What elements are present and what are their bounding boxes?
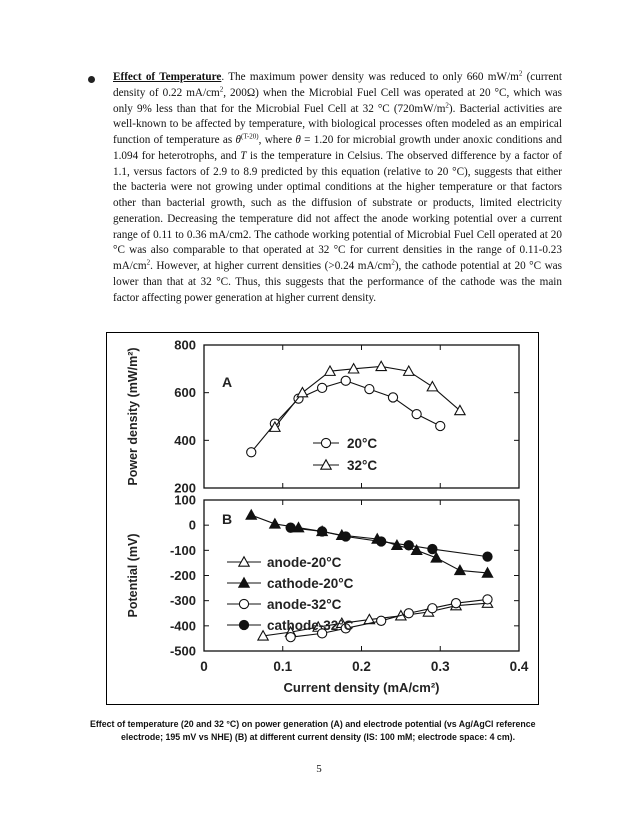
y-tick-label: 100: [174, 492, 196, 508]
caption-line-2: electrode; 195 mV vs NHE) (B) at different current density (IS: 100 mM; electrode space: 4 cm).: [121, 732, 516, 742]
legend-label: anode-32°C: [267, 597, 342, 612]
data-point: [270, 519, 280, 528]
data-point: [376, 361, 386, 370]
panel-label: B: [222, 511, 233, 527]
data-point: [341, 376, 350, 385]
y-axis-label: Potential (mV): [126, 533, 140, 618]
data-point: [412, 410, 421, 419]
data-point: [318, 383, 327, 392]
y-tick-label: 600: [174, 385, 196, 401]
x-tick-label: 0.1: [273, 659, 293, 674]
section-heading: Effect of Temperature: [113, 71, 222, 83]
legend-label: cathode-32°C: [267, 618, 354, 633]
y-tick-label: 800: [174, 337, 196, 353]
superscript: 2: [219, 85, 224, 94]
data-point: [286, 633, 295, 642]
caption-line-1: Effect of temperature (20 and 32 °C) on power generation (A) and electrode potential (vs Ag/AgCl reference: [90, 719, 536, 729]
y-tick-label: -100: [169, 542, 196, 558]
figure-caption: [90, 718, 560, 744]
data-point: [483, 552, 492, 561]
text-run: . However, at higher current densities (>0.24 mA/cm: [150, 260, 392, 272]
data-point: [404, 541, 413, 550]
data-point: [436, 421, 445, 430]
legend-label: anode-20°C: [267, 555, 342, 570]
data-point: [365, 384, 374, 393]
x-tick-label: 0: [200, 659, 208, 674]
data-point: [297, 387, 307, 396]
legend-marker: [239, 599, 248, 608]
panel-b-frame: [204, 500, 519, 651]
y-tick-label: -500: [169, 643, 196, 659]
data-point: [377, 616, 386, 625]
legend-label: 20°C: [347, 436, 378, 451]
y-axis-label: Power density (mW/m²): [126, 347, 140, 486]
text-run: ), the cathode potential at 20 °C was lower than that at 32 °C. Thus, this suggests that the performance of the cathode was the main factor affecting power generation at higher current density.: [113, 260, 562, 304]
text-run: , where: [258, 134, 296, 146]
legend-marker: [239, 620, 248, 629]
x-tick-label: 0.4: [509, 659, 529, 674]
data-point: [341, 532, 350, 541]
figure: [106, 332, 539, 705]
data-point: [428, 544, 437, 553]
page-number: 5: [316, 763, 322, 775]
y-tick-label: 0: [188, 517, 196, 533]
bullet-point: [88, 76, 95, 83]
data-point: [455, 565, 465, 574]
text-run: , 200Ω) when the Microbial Fuel Cell was operated at 20 °C, which was only 9% less than that for the Microbial Fuel Cell at 32 °C (720mW/m: [113, 86, 563, 115]
data-point: [388, 393, 397, 402]
text-run: ). Bacterial activities are well-known to be affected by temperature, with biological processes often modeled as an empirical function of temperature as: [113, 102, 562, 146]
superscript: 2: [146, 258, 151, 267]
temperature-variable: T: [240, 149, 247, 162]
text-run: = 1.20 for microbial growth under anoxic conditions and 1.094 for heterotrophs, and: [113, 134, 562, 162]
legend-marker: [321, 438, 330, 447]
body-paragraph: [113, 70, 562, 306]
text-run: (current density of 0.22 mA/cm: [113, 71, 562, 99]
data-point: [286, 523, 295, 532]
legend-label: cathode-20°C: [267, 576, 354, 591]
y-tick-label: -300: [169, 593, 196, 609]
x-axis-label: Current density (mA/cm²): [283, 680, 440, 695]
figure-chart: [107, 333, 538, 704]
superscript: 2: [391, 258, 395, 267]
superscript: (T-20): [241, 132, 259, 141]
data-point: [377, 537, 386, 546]
data-point: [483, 595, 492, 604]
theta-symbol: θ: [235, 134, 241, 146]
series-line: [251, 381, 440, 453]
data-point: [246, 510, 256, 519]
data-point: [247, 448, 256, 457]
superscript: 2: [518, 69, 523, 78]
data-point: [427, 382, 437, 391]
text-run: . The maximum power density was reduced to only 660 mW/m: [221, 71, 519, 83]
y-tick-label: -400: [169, 618, 196, 634]
y-tick-label: -200: [169, 568, 196, 583]
legend-label: 32°C: [347, 458, 378, 473]
panel-label: A: [222, 374, 233, 390]
text-run: is the temperature in Celsius. The observed difference by a factor of 1.1, versus factors of 2.9 to 8.9 predicted by this equation (relative to 20 °C), suggests that either the bacteria were not growing under optimal conditions at the higher temperature or that factors other than bacterial growth, such as the diffusion of substrate or products, limited electricity generation. Decreasing the temperature did not affect the anode working potential over a current range of 0.11 to 0.36 mA/cm2. The cathode working potential of Microbial Fuel Cell operated at 20 °C was also comparable to that operated at 32 °C for current densities in the range of 0.11-0.23 mA/cm: [113, 149, 562, 272]
data-point: [392, 540, 402, 549]
superscript: 2: [445, 100, 449, 109]
y-tick-label: 200: [174, 480, 196, 496]
data-point: [318, 527, 327, 536]
theta-symbol: θ: [295, 134, 301, 146]
x-tick-label: 0.2: [352, 659, 371, 674]
data-point: [428, 604, 437, 613]
data-point: [404, 609, 413, 618]
data-point: [451, 599, 460, 608]
x-tick-label: 0.3: [430, 659, 450, 674]
y-tick-label: 400: [174, 432, 196, 448]
